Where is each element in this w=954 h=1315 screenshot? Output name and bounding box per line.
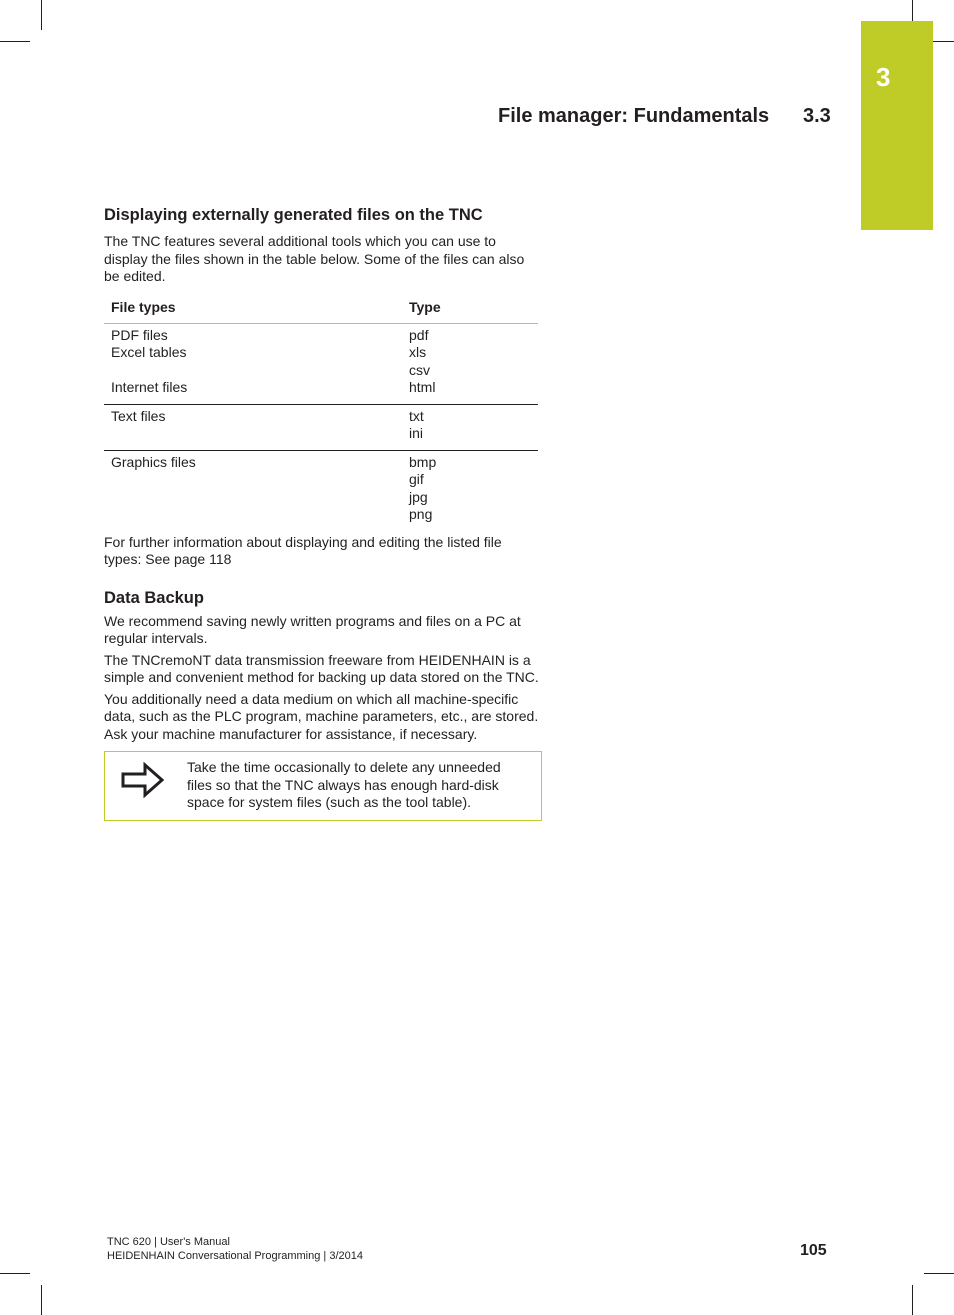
file-extension: pdf [409, 326, 429, 343]
tip-note-box [104, 751, 542, 821]
file-types-table [104, 292, 538, 531]
file-type-name: Graphics files [111, 453, 196, 470]
crop-mark [0, 1273, 30, 1274]
file-extension: html [409, 379, 436, 395]
cross-reference-paragraph: For further information about displaying and editing the listed file types: See page 118 [104, 533, 502, 567]
file-extension: xls [409, 344, 427, 360]
crop-mark [41, 0, 42, 30]
page-number: 105 [800, 1242, 827, 1259]
backup-paragraph: You additionally need a data medium on which all machine-specific data, such as the PLC program, machine parameters, etc., are stored. Ask your machine manufacturer for assistance, if necessary. [104, 690, 539, 742]
file-extension: jpg [409, 488, 428, 505]
file-extension: ini [409, 425, 424, 441]
section-heading-data-backup: Data Backup [104, 588, 204, 607]
file-type-name: PDF files [111, 326, 168, 343]
chapter-number: 3 [876, 62, 891, 92]
page-header-section: 3.3 [803, 105, 831, 127]
file-extension: gif [409, 471, 424, 487]
backup-paragraph: We recommend saving newly written programs and files on a PC at regular intervals. [104, 612, 521, 646]
file-type-name: Internet files [111, 379, 188, 395]
footer-manual-title: TNC 620 | User's Manual [107, 1236, 230, 1248]
column-header-type: Type [409, 298, 441, 315]
file-extension-cell [402, 450, 538, 531]
chapter-tab [861, 21, 933, 230]
file-type-name: Excel tables [111, 344, 187, 360]
note-text: Take the time occasionally to delete any unneeded files so that the TNC always has enough hard-disk space for system files (such as the tool table). [187, 759, 501, 810]
file-extension-cell [402, 323, 538, 404]
column-header-file-types: File types [111, 298, 176, 315]
file-extension-cell [402, 404, 538, 450]
main-content [104, 204, 544, 821]
crop-mark [41, 1285, 42, 1315]
file-extension: png [409, 506, 433, 522]
section-intro-paragraph: The TNC features several additional tools which you can use to display the files shown in the table below. Some of the files can also be edited. [104, 233, 525, 284]
table-row [104, 404, 538, 450]
crop-mark [912, 1285, 913, 1315]
page-header-title: File manager: Fundamentals [498, 105, 770, 127]
table-row [104, 450, 538, 531]
file-type-name-spacer [111, 362, 395, 380]
file-type-name-cell [104, 450, 402, 531]
file-extension: txt [409, 407, 424, 424]
file-type-name: Text files [111, 407, 166, 424]
section-heading-external-files: Displaying externally generated files on the TNC [104, 206, 483, 224]
file-type-name-cell [104, 323, 402, 404]
page-footer [107, 1235, 363, 1263]
crop-mark [0, 41, 30, 42]
file-extension: bmp [409, 453, 437, 470]
footer-manual-subtitle: HEIDENHAIN Conversational Programming | 3/2014 [107, 1250, 363, 1262]
data-backup-section [104, 587, 544, 744]
crop-mark [924, 1273, 954, 1274]
file-extension: csv [409, 361, 430, 378]
file-type-name-cell [104, 404, 402, 450]
backup-paragraph: The TNCremoNT data transmission freeware from HEIDENHAIN is a simple and convenient method for backing up data stored on the TNC. [104, 651, 539, 685]
arrow-right-icon [121, 762, 165, 798]
table-row [104, 323, 538, 404]
table-header-row [104, 292, 538, 324]
